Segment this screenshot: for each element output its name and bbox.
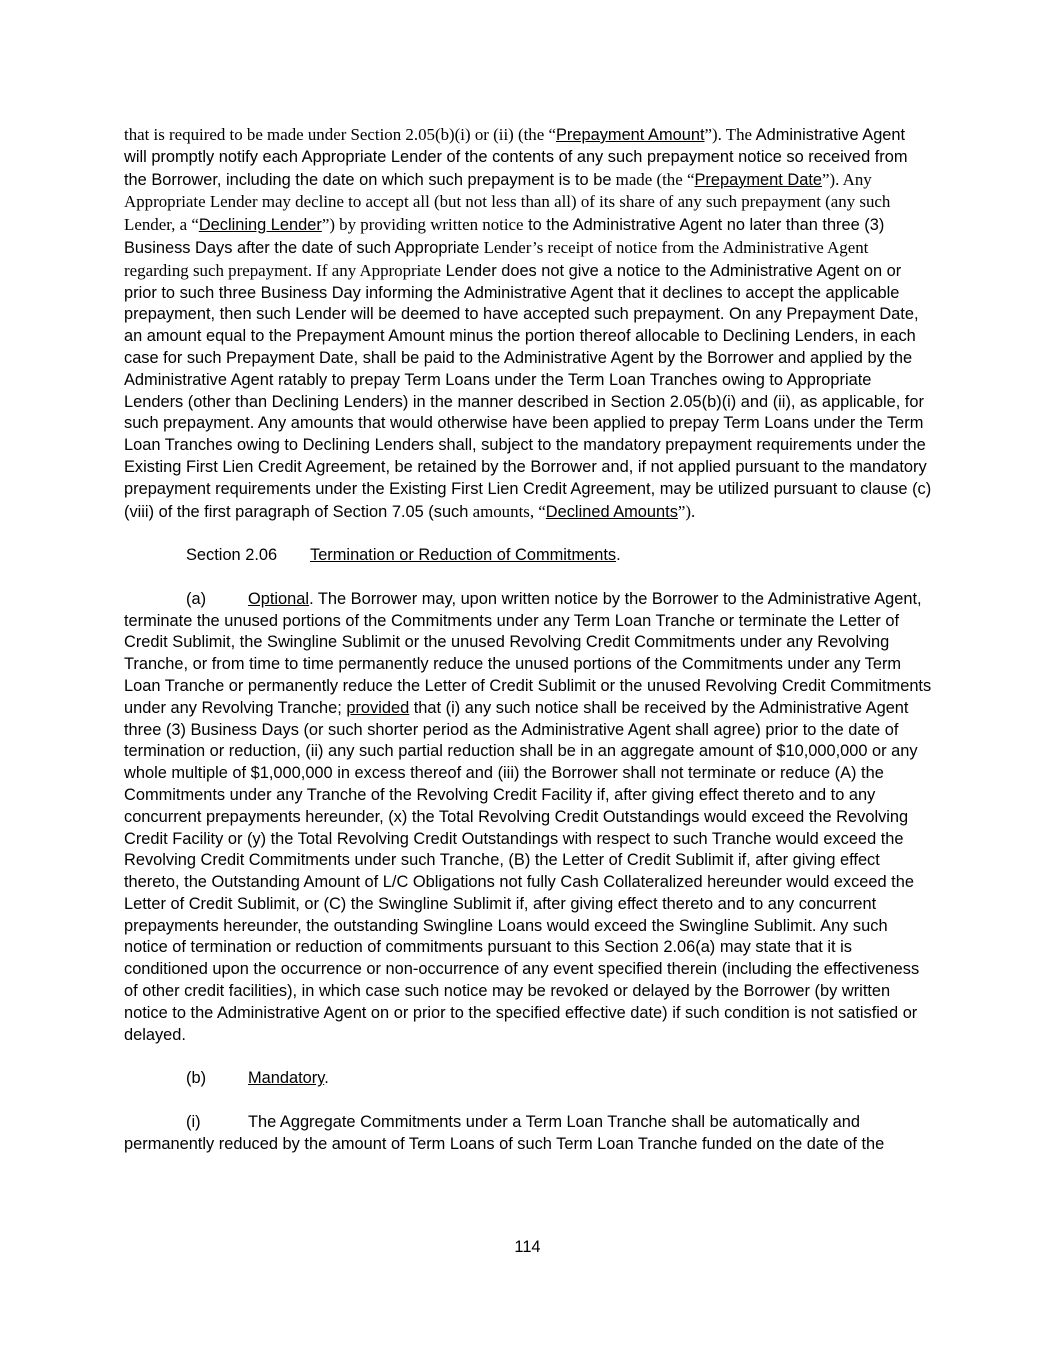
text-run: ”). <box>677 501 696 521</box>
paragraph-title-mandatory: Mandatory <box>248 1069 325 1088</box>
text-run: that (i) any such notice shall be received by the Administrative Agent three (3) Business Days (or such shorter period as the Administrative Agent shall agree) prior to the date of termination or reduction, (ii) any such partial reduction shall be in an aggregate amount of $10,000,000 or any whole multiple of $1,000,000 in excess thereof and (iii) the Borrower shall not terminate or reduce (A) the Commitments under any Tranche of the Revolving Credit Facility if, after giving effect thereto and to any concurrent prepayments hereunder, (x) the Total Revolving Credit Outstandings would exceed the Revolving Credit Facility or (y) the Total Revolving Credit Outstandings with respect to such Tranche would exceed the Revolving Credit Commitments under such Tranche, (B) the Letter of Credit Sublimit if, after giving effect thereto, the Outstanding Amount of L/C Obligations not fully Cash Collateralized hereunder would exceed the Letter of Credit Sublimit, or (C) the Swingline Sublimit if, after giving effect thereto and to any concurrent prepayments hereunder, the outstanding Swingline Loans would exceed the Swingline Sublimit. Any such notice of termination or reduction of commitments pursuant to this Section 2.06(a) may state that it is conditioned upon the occurrence or non-occurrence of any event specified therein (including the effectiveness of other credit facilities), in which case such notice may be revoked or delayed by the Borrower (by written notice to the Administrative Agent on or prior to the specified effective date) if such condition is not satisfied or delayed. <box>124 698 920 1044</box>
spacer <box>124 567 932 589</box>
paragraph-i <box>124 1112 932 1156</box>
defined-term-prepayment-amount: Prepayment Amount <box>555 126 705 144</box>
text-run: made (the “ <box>611 169 695 189</box>
section-title-period: . <box>616 546 621 565</box>
paragraph-a-optional <box>124 589 932 1047</box>
paragraph-title-optional: Optional <box>248 589 310 608</box>
spacer <box>124 523 932 545</box>
defined-term-prepayment-date: Prepayment Date <box>694 170 823 189</box>
paragraph-label-b: (b) <box>186 1069 207 1088</box>
spacer <box>124 1046 932 1068</box>
text-run: to the Administrative Agent no later than three (3) Business Days after the date of such Appropriate <box>124 216 885 257</box>
text-run: . The Borrower may, upon written notice by the Borrower to the Administrative Agent, terminate the unused portions of the Commitments under any Term Loan Tranche or terminate the Letter of Credit Sublimit, the Swingline Sublimit or the unused Revolving Credit Commitments under any Revolving Tranche, or from time to time permanently reduce the unused portions of the Commitments under any Term Loan Tranche or permanently reduce the Letter of Credit Sublimit or the unused Revolving Credit Commitments under any Revolving Tranche; <box>124 589 932 717</box>
text-run: amounts, “ <box>468 501 546 521</box>
term-provided: provided <box>346 698 410 717</box>
paragraph-title-period: . <box>324 1069 329 1088</box>
paragraph-prepayment-notice <box>124 124 932 523</box>
paragraph-label-i: (i) <box>186 1112 201 1131</box>
paragraph-b-mandatory <box>124 1068 932 1090</box>
section-number: Section 2.06 <box>186 546 278 565</box>
section-title: Termination or Reduction of Commitments <box>310 546 617 565</box>
text-run: The Aggregate Commitments under a Term Loan Tranche shall be automatically and permanently reduced by the amount of Term Loans of such Term Loan Tranche funded on the date of the <box>124 1112 885 1153</box>
text-run: Administrative Agent will promptly notify each Appropriate Lender of the contents of any such prepayment notice so received from the Borrower, including the date on which such prepayment is to be <box>124 126 908 189</box>
page-number: 114 <box>514 1238 541 1256</box>
defined-term-declined-amounts: Declined Amounts <box>545 502 678 521</box>
text-run: ”). The <box>704 125 753 144</box>
section-heading <box>124 545 932 567</box>
text-run: that is required to be made under Section 2.05(b)(i) or (ii) (the “ <box>124 125 556 144</box>
text-run: Lender’s receipt of notice from the Administrative Agent regarding such prepayment. If any Appropriate <box>124 237 869 280</box>
spacer <box>124 1090 932 1112</box>
text-run: ”) by providing written notice <box>321 215 524 235</box>
text-run: Lender does not give a notice to the Administrative Agent on or prior to such three Business Day informing the Administrative Agent that it declines to accept the applicable prepayment, then such Lender will be deemed to have accepted such prepayment. On any Prepayment Date, an amount equal to the Prepayment Amount minus the portion thereof allocable to Declining Lenders, in each case for such Prepayment Date, shall be paid to the Administrative Agent by the Borrower and applied by the Administrative Agent ratably to prepay Term Loans under the Term Loan Tranches owing to Appropriate Lenders (other than Declining Lenders) in the manner described in Section 2.05(b)(i) and (ii), as applicable, for such prepayment. Any amounts that would otherwise have been applied to prepay Term Loans under the Term Loan Tranches owing to Declining Lenders shall, subject to the mandatory prepayment requirements under the Existing First Lien Credit Agreement, be retained by the Borrower and, if not applied pursuant to the mandatory prepayment requirements under the Existing First Lien Credit Agreement, may be utilized pursuant to clause (c)(viii) of the first paragraph of Section 7.05 (such <box>124 261 932 521</box>
document-body <box>124 124 932 1155</box>
text-run: ”). Any Appropriate Lender may decline to accept all (but not less than all) of its share of any such prepayment (any such Lender, a “ <box>124 169 891 235</box>
defined-term-declining-lender: Declining Lender <box>198 216 322 235</box>
paragraph-label-a: (a) <box>186 589 207 608</box>
